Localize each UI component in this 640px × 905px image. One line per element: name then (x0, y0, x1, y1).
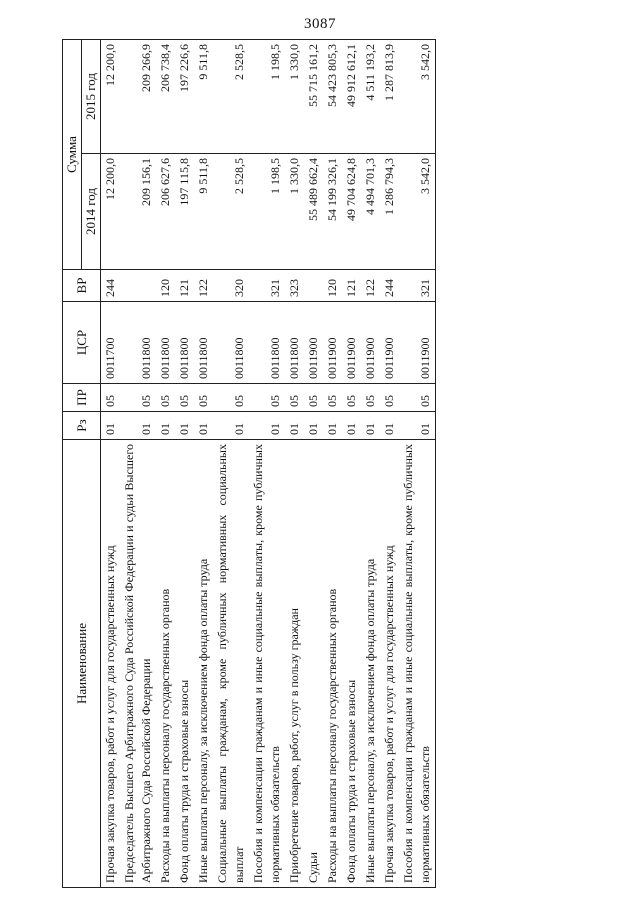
row-rz: 01 (285, 412, 304, 440)
row-sum-2015: 55 715 161,2 (304, 40, 323, 154)
row-sum-2015: 1 330,0 (285, 40, 304, 154)
budget-table (62, 39, 436, 888)
row-name: Приобретение товаров, работ, услуг в пользу граждан (285, 440, 304, 888)
row-rz: 01 (361, 412, 380, 440)
row-sum-2015: 12 200,0 (101, 40, 121, 154)
row-sum-2015: 49 912 612,1 (342, 40, 361, 154)
table-row (304, 40, 323, 888)
row-rz: 01 (399, 412, 436, 440)
row-vr: 122 (194, 270, 213, 302)
row-sum-2015: 9 511,8 (194, 40, 213, 154)
header-rz: Рз (63, 412, 101, 440)
row-sum-2014: 206 627,6 (156, 154, 175, 270)
row-name: Председатель Высшего Арбитражного Суда Российской Федерации и судьи Высшего Арбитражного Суда Российской Федерации (120, 440, 156, 888)
row-sum-2014: 1 330,0 (285, 154, 304, 270)
row-name: Прочая закупка товаров, работ и услуг для государственных нужд (380, 440, 399, 888)
table-row (361, 40, 380, 888)
row-rz: 01 (304, 412, 323, 440)
row-sum-2014: 1 198,5 (249, 154, 285, 270)
row-rz: 01 (323, 412, 342, 440)
header-vr: ВР (63, 270, 101, 302)
row-vr: 244 (101, 270, 121, 302)
row-rz: 01 (175, 412, 194, 440)
row-vr (304, 270, 323, 302)
rotated-content (62, 40, 602, 888)
row-csr: 0011900 (361, 302, 380, 384)
row-rz: 01 (213, 412, 249, 440)
row-csr: 0011900 (304, 302, 323, 384)
row-name: Судьи (304, 440, 323, 888)
row-csr: 0011900 (380, 302, 399, 384)
row-sum-2014: 3 542,0 (399, 154, 436, 270)
row-sum-2014: 55 489 662,4 (304, 154, 323, 270)
row-pr: 05 (120, 384, 156, 412)
row-sum-2015: 54 423 805,3 (323, 40, 342, 154)
table-row (399, 40, 436, 888)
row-sum-2014: 49 704 624,8 (342, 154, 361, 270)
row-vr: 121 (342, 270, 361, 302)
header-csr: ЦСР (63, 302, 101, 384)
row-name: Пособия и компенсации гражданам и иные социальные выплаты, кроме публичных нормативных обязательств (399, 440, 436, 888)
row-rz: 01 (101, 412, 121, 440)
row-pr: 05 (249, 384, 285, 412)
row-sum-2015: 1 287 813,9 (380, 40, 399, 154)
table-row (175, 40, 194, 888)
row-pr: 05 (194, 384, 213, 412)
row-sum-2015: 3 542,0 (399, 40, 436, 154)
row-csr: 0011800 (194, 302, 213, 384)
table-header (63, 40, 101, 888)
header-name: Наименование (63, 440, 101, 888)
page-number: 3087 (304, 16, 336, 32)
row-pr: 05 (101, 384, 121, 412)
row-vr: 323 (285, 270, 304, 302)
header-sum: Сумма (63, 40, 82, 270)
row-pr: 05 (213, 384, 249, 412)
table-row (156, 40, 175, 888)
row-csr: 0011900 (342, 302, 361, 384)
row-vr: 321 (399, 270, 436, 302)
row-sum-2015: 2 528,5 (213, 40, 249, 154)
row-sum-2015: 197 226,6 (175, 40, 194, 154)
row-csr: 0011700 (101, 302, 121, 384)
row-vr: 122 (361, 270, 380, 302)
table-row (101, 40, 121, 888)
row-rz: 01 (342, 412, 361, 440)
row-sum-2014: 2 528,5 (213, 154, 249, 270)
row-csr: 0011900 (323, 302, 342, 384)
row-pr: 05 (361, 384, 380, 412)
row-vr (120, 270, 156, 302)
row-pr: 05 (380, 384, 399, 412)
row-sum-2014: 54 199 326,1 (323, 154, 342, 270)
row-csr: 0011800 (213, 302, 249, 384)
row-csr: 0011900 (399, 302, 436, 384)
header-year-2015: 2015 год (82, 40, 101, 154)
table-row (194, 40, 213, 888)
table-row (323, 40, 342, 888)
table-row (120, 40, 156, 888)
row-vr: 321 (249, 270, 285, 302)
row-pr: 05 (175, 384, 194, 412)
row-pr: 05 (399, 384, 436, 412)
row-pr: 05 (285, 384, 304, 412)
row-sum-2015: 1 198,5 (249, 40, 285, 154)
row-csr: 0011800 (249, 302, 285, 384)
row-rz: 01 (380, 412, 399, 440)
row-sum-2014: 209 156,1 (120, 154, 156, 270)
row-name: Фонд оплаты труда и страховые взносы (175, 440, 194, 888)
row-pr: 05 (156, 384, 175, 412)
table-row (342, 40, 361, 888)
table-row (213, 40, 249, 888)
row-sum-2014: 197 115,8 (175, 154, 194, 270)
row-pr: 05 (304, 384, 323, 412)
row-name: Иные выплаты персоналу, за исключением фонда оплаты труда (361, 440, 380, 888)
row-pr: 05 (323, 384, 342, 412)
row-name: Социальные выплаты гражданам, кроме публичных нормативных социальных выплат (213, 440, 249, 888)
row-csr: 0011800 (175, 302, 194, 384)
row-sum-2015: 206 738,4 (156, 40, 175, 154)
rotated-page-area (62, 40, 602, 888)
row-vr: 120 (323, 270, 342, 302)
row-name: Расходы на выплаты персоналу государственных органов (156, 440, 175, 888)
table-row (285, 40, 304, 888)
header-year-2014: 2014 год (82, 154, 101, 270)
row-csr: 0011800 (285, 302, 304, 384)
row-name: Прочая закупка товаров, работ и услуг для государственных нужд (101, 440, 121, 888)
row-name: Иные выплаты персоналу, за исключением фонда оплаты труда (194, 440, 213, 888)
row-csr: 0011800 (120, 302, 156, 384)
row-sum-2014: 4 494 701,3 (361, 154, 380, 270)
row-vr: 121 (175, 270, 194, 302)
row-rz: 01 (249, 412, 285, 440)
table-row (380, 40, 399, 888)
table-row (249, 40, 285, 888)
row-rz: 01 (156, 412, 175, 440)
header-pr: ПР (63, 384, 101, 412)
row-sum-2014: 9 511,8 (194, 154, 213, 270)
row-name: Расходы на выплаты персоналу государственных органов (323, 440, 342, 888)
row-rz: 01 (120, 412, 156, 440)
row-sum-2015: 209 266,9 (120, 40, 156, 154)
row-pr: 05 (342, 384, 361, 412)
row-name: Фонд оплаты труда и страховые взносы (342, 440, 361, 888)
row-vr: 120 (156, 270, 175, 302)
row-name: Пособия и компенсации гражданам и иные социальные выплаты, кроме публичных нормативных обязательств (249, 440, 285, 888)
row-vr: 320 (213, 270, 249, 302)
row-sum-2015: 4 511 193,2 (361, 40, 380, 154)
row-sum-2014: 12 200,0 (101, 154, 121, 270)
row-sum-2014: 1 286 794,3 (380, 154, 399, 270)
row-vr: 244 (380, 270, 399, 302)
row-csr: 0011800 (156, 302, 175, 384)
row-rz: 01 (194, 412, 213, 440)
table-body (101, 40, 436, 888)
